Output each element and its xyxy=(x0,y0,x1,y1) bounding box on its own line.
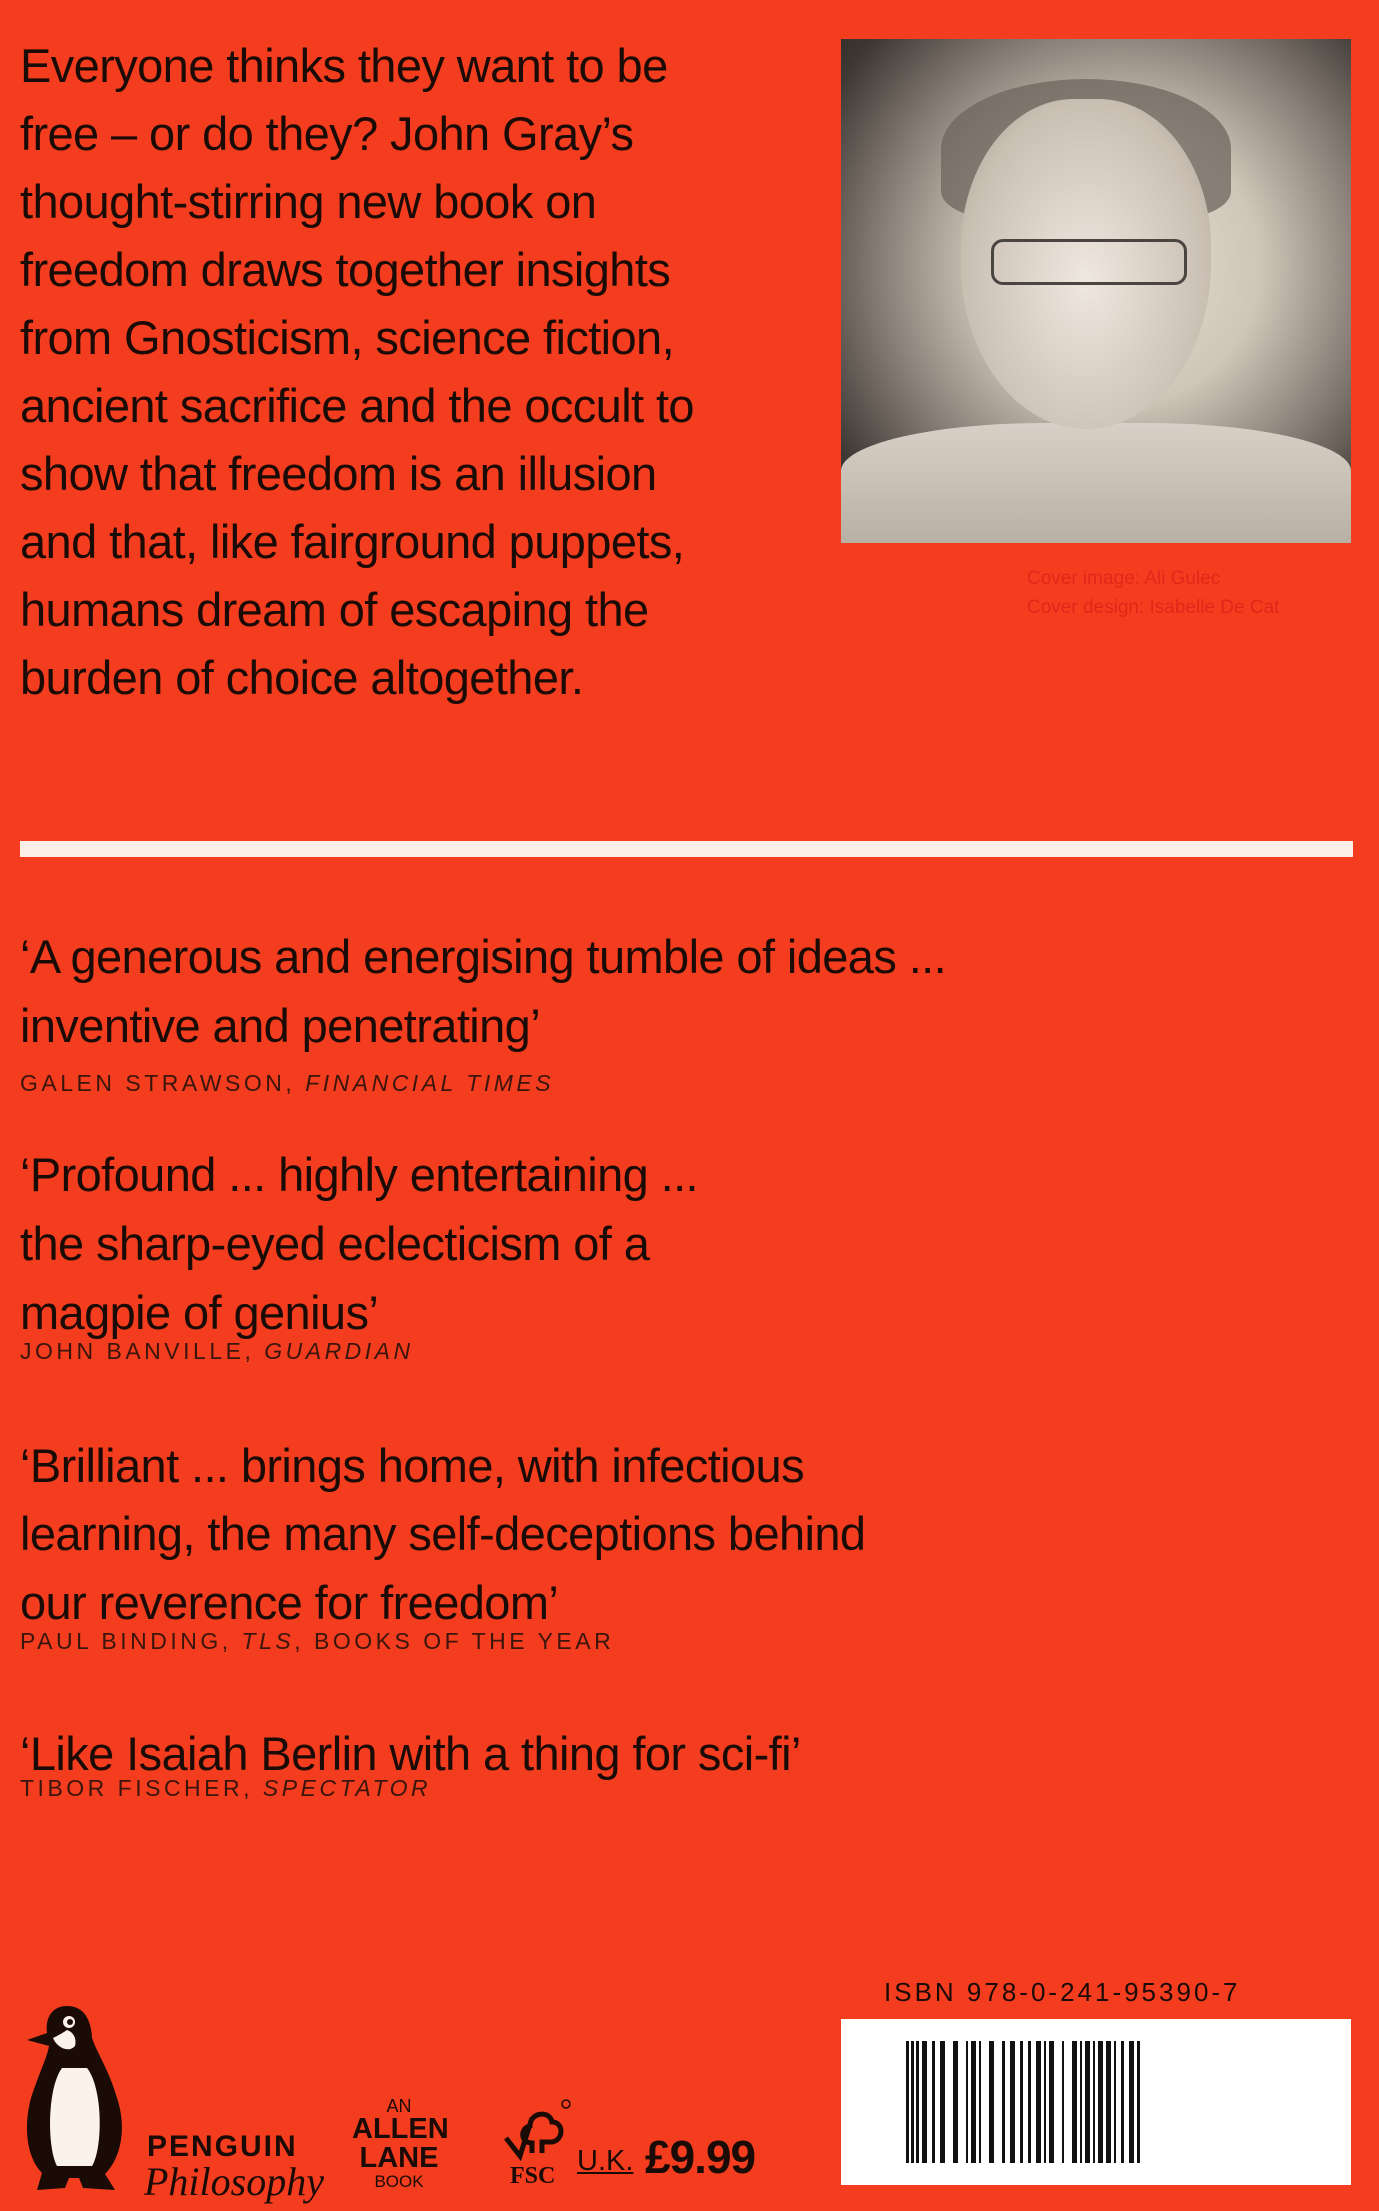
divider xyxy=(20,841,1353,857)
blurb-line: and that, like fairground puppets, xyxy=(20,515,685,568)
imprint-lane: LANE xyxy=(359,2142,439,2174)
quote-source: GUARDIAN xyxy=(264,1338,414,1364)
quote-author: GALEN STRAWSON, xyxy=(20,1070,306,1096)
cover-image-credit: Cover image: Ali Gulec xyxy=(1027,568,1221,589)
blurb-line: Everyone thinks they want to be xyxy=(20,39,668,92)
quote-line: ‘Brilliant ... brings home, with infectious xyxy=(20,1439,804,1492)
imprint-an: AN xyxy=(386,2096,412,2116)
fsc-label: FSC xyxy=(510,2163,556,2189)
imprint-book: BOOK xyxy=(374,2172,424,2191)
quote-attribution xyxy=(20,1628,614,1655)
blurb-line: thought-stirring new book on xyxy=(20,175,597,228)
philosophy-label: Philosophy xyxy=(144,2159,324,2204)
blurb-line: humans dream of escaping the xyxy=(20,583,649,636)
quote-source: SPECTATOR xyxy=(262,1775,432,1801)
barcode-bar xyxy=(1140,2041,1143,2163)
quote-line: magpie of genius’ xyxy=(20,1286,379,1339)
quote-attribution xyxy=(20,1070,554,1097)
barcode-bar xyxy=(994,2041,1002,2163)
barcode xyxy=(841,2019,1351,2185)
cover-design-credit: Cover design: Isabelle De Cat xyxy=(1027,597,1280,618)
blurb-line: show that freedom is an illusion xyxy=(20,447,657,500)
quote-extra: , BOOKS OF THE YEAR xyxy=(294,1628,615,1654)
quote-author: PAUL BINDING, xyxy=(20,1628,242,1654)
quote-author: JOHN BANVILLE, xyxy=(20,1338,265,1364)
quote-author: TIBOR FISCHER, xyxy=(20,1775,263,1801)
price-region: U.K. xyxy=(577,2145,634,2177)
quote-line: the sharp-eyed eclecticism of a xyxy=(20,1217,650,1270)
imprint-allen: ALLEN xyxy=(352,2113,449,2145)
quote-attribution xyxy=(20,1338,414,1365)
author-photo xyxy=(841,39,1351,543)
blurb-line: freedom draws together insights xyxy=(20,243,671,296)
quote-line: ‘A generous and energising tumble of ideas ... xyxy=(20,930,947,983)
quote-line: inventive and penetrating’ xyxy=(20,999,541,1052)
barcode-bar xyxy=(1064,2041,1072,2163)
blurb-line: from Gnosticism, science fiction, xyxy=(20,311,675,364)
barcode-bar xyxy=(958,2041,966,2163)
penguin-label: PENGUIN xyxy=(147,2130,298,2163)
penguin-logo xyxy=(17,1998,132,2195)
isbn: ISBN 978-0-241-95390-7 xyxy=(884,1977,1241,2007)
blurb-line: free – or do they? John Gray’s xyxy=(20,107,634,160)
quote-line: our reverence for freedom’ xyxy=(20,1576,559,1629)
quote-attribution xyxy=(20,1775,431,1802)
blurb-line: burden of choice altogether. xyxy=(20,651,584,704)
barcode-bar xyxy=(981,2041,989,2163)
quote-line: learning, the many self-deceptions behind xyxy=(20,1507,866,1560)
quote-line: ‘Profound ... highly entertaining ... xyxy=(20,1148,699,1201)
barcode-bar xyxy=(945,2041,953,2163)
price: £9.99 xyxy=(645,2131,756,2183)
barcode-bar xyxy=(1054,2041,1062,2163)
fsc-tree-icon xyxy=(502,2098,572,2168)
blurb-line: ancient sacrifice and the occult to xyxy=(20,379,694,432)
quote-source: FINANCIAL TIMES xyxy=(305,1070,555,1096)
quote-line: ‘Like Isaiah Berlin with a thing for sci-fi’ xyxy=(20,1727,801,1780)
quote-source: TLS xyxy=(241,1628,295,1654)
allen-lane-logo xyxy=(352,2096,449,2191)
